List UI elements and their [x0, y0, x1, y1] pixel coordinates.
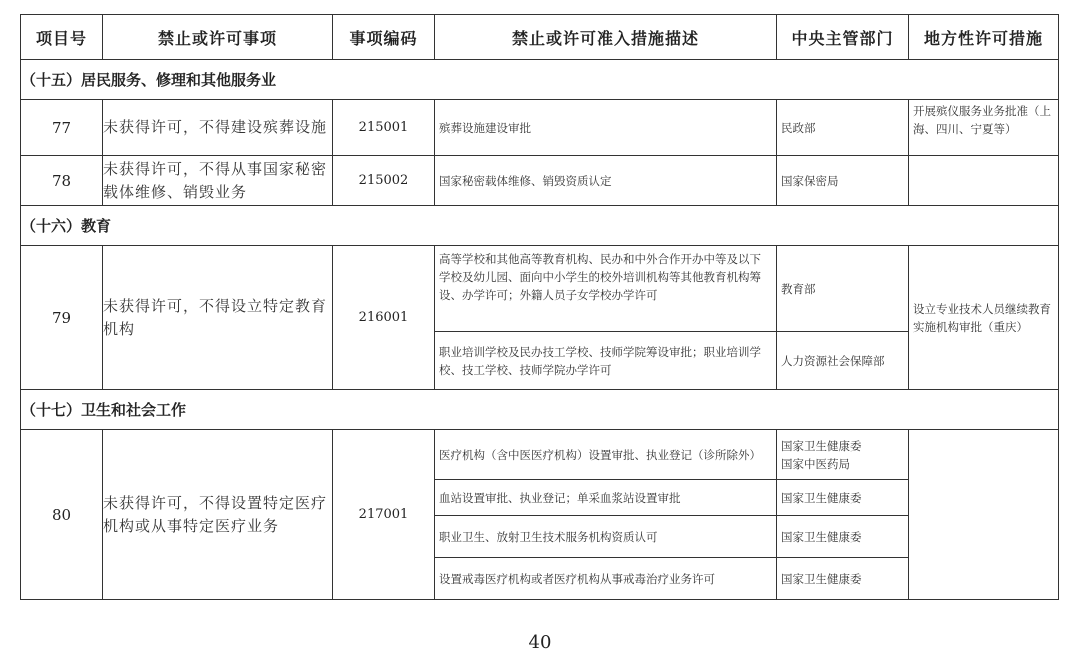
header-central-dept: 中央主管部门 — [777, 15, 909, 60]
central-dept: 国家卫生健康委 — [777, 480, 909, 516]
measure-desc: 殡葬设施建设审批 — [435, 100, 777, 156]
item-name: 未获得许可，不得设置特定医疗机构或从事特定医疗业务 — [103, 430, 333, 600]
item-code: 216001 — [333, 246, 435, 390]
central-dept: 国家卫生健康委 国家中医药局 — [777, 430, 909, 480]
central-dept: 民政部 — [777, 100, 909, 156]
permit-table — [20, 14, 1059, 600]
section-row — [21, 206, 1059, 246]
table-header-row — [21, 15, 1059, 60]
item-name: 未获得许可，不得设立特定教育机构 — [103, 246, 333, 390]
local-measure: 设立专业技术人员继续教育实施机构审批（重庆） — [909, 246, 1059, 390]
local-measure — [909, 156, 1059, 206]
central-dept: 教育部 — [777, 246, 909, 332]
header-measure-desc: 禁止或许可准入措施描述 — [435, 15, 777, 60]
item-number: 79 — [21, 246, 103, 390]
item-code: 215001 — [333, 100, 435, 156]
section-title: （十六）教育 — [21, 206, 1059, 246]
table-row — [21, 246, 1059, 332]
measure-desc: 职业卫生、放射卫生技术服务机构资质认可 — [435, 516, 777, 558]
item-code: 217001 — [333, 430, 435, 600]
measure-desc: 设置戒毒医疗机构或者医疗机构从事戒毒治疗业务许可 — [435, 558, 777, 600]
item-number: 77 — [21, 100, 103, 156]
section-row — [21, 60, 1059, 100]
table-row — [21, 430, 1059, 480]
item-number: 78 — [21, 156, 103, 206]
central-dept: 国家卫生健康委 — [777, 558, 909, 600]
item-code: 215002 — [333, 156, 435, 206]
header-local-measure: 地方性许可措施 — [909, 15, 1059, 60]
section-title: （十五）居民服务、修理和其他服务业 — [21, 60, 1059, 100]
local-measure: 开展殡仪服务业务批准（上海、四川、宁夏等） — [909, 100, 1059, 156]
measure-desc: 医疗机构（含中医医疗机构）设置审批、执业登记（诊所除外） — [435, 430, 777, 480]
table-row — [21, 100, 1059, 156]
header-item: 禁止或许可事项 — [103, 15, 333, 60]
local-measure — [909, 430, 1059, 600]
item-name: 未获得许可，不得建设殡葬设施 — [103, 100, 333, 156]
central-dept: 人力资源社会保障部 — [777, 332, 909, 390]
item-number: 80 — [21, 430, 103, 600]
page-number: 40 — [528, 632, 552, 653]
central-dept: 国家保密局 — [777, 156, 909, 206]
header-code: 事项编码 — [333, 15, 435, 60]
table-row — [21, 156, 1059, 206]
central-dept: 国家卫生健康委 — [777, 516, 909, 558]
measure-desc: 国家秘密载体维修、销毁资质认定 — [435, 156, 777, 206]
measure-desc: 职业培训学校及民办技工学校、技师学院筹设审批；职业培训学校、技工学校、技师学院办学许可 — [435, 332, 777, 390]
header-item-no: 项目号 — [21, 15, 103, 60]
measure-desc: 血站设置审批、执业登记；单采血浆站设置审批 — [435, 480, 777, 516]
item-name: 未获得许可，不得从事国家秘密载体维修、销毁业务 — [103, 156, 333, 206]
section-row — [21, 390, 1059, 430]
measure-desc: 高等学校和其他高等教育机构、民办和中外合作开办中等及以下学校及幼儿园、面向中小学生的校外培训机构等其他教育机构筹设、办学许可；外籍人员子女学校办学许可 — [435, 246, 777, 332]
section-title: （十七）卫生和社会工作 — [21, 390, 1059, 430]
